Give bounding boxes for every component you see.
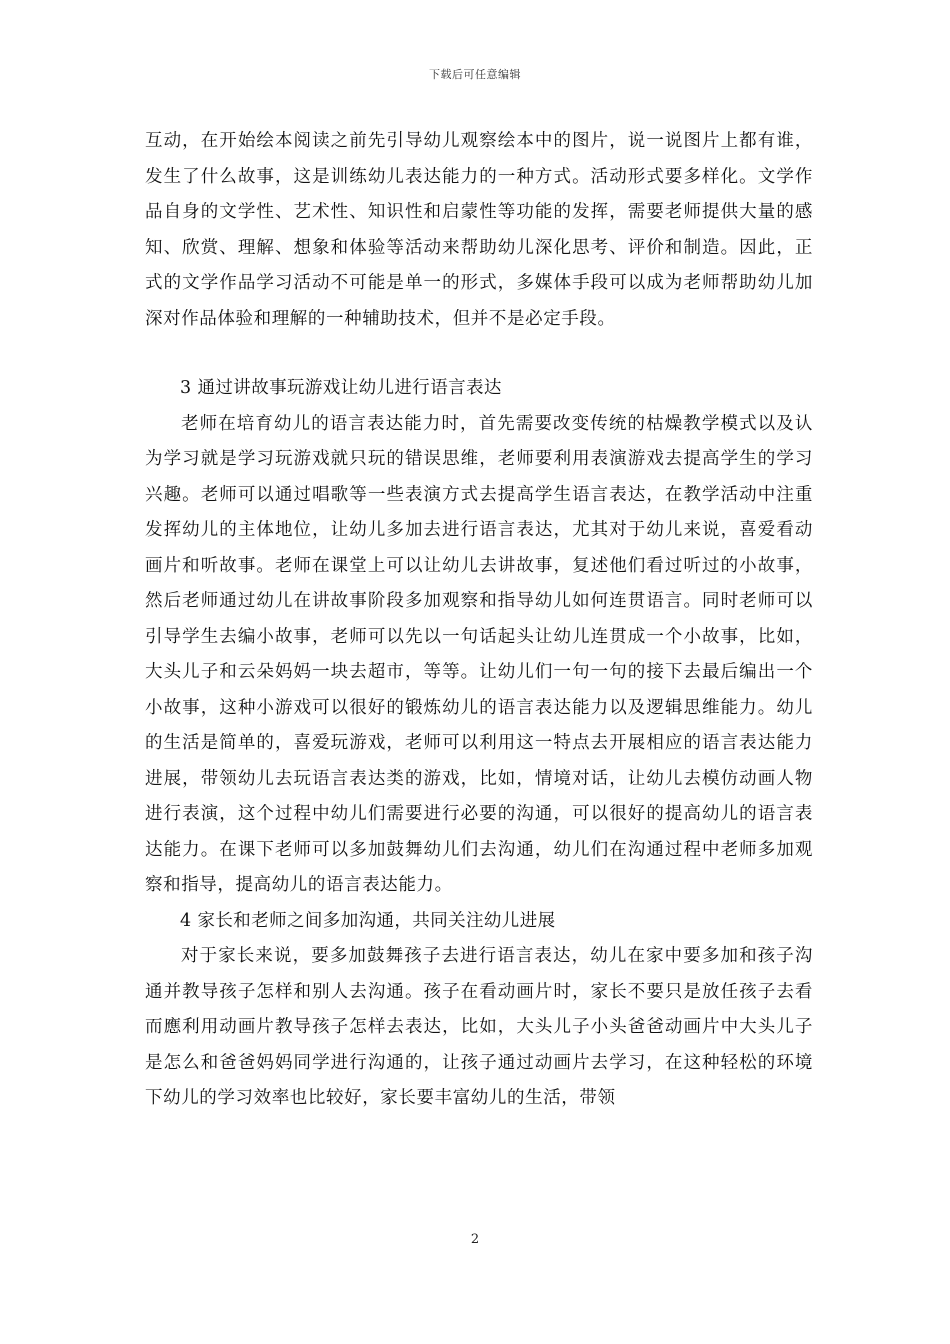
document-body	[145, 124, 813, 1117]
section-paragraph-4: 对于家长来说，要多加鼓舞孩子去进行语言表达，幼儿在家中要多加和孩子沟通并教导孩子怎样和别人去沟通。孩子在看动画片时，家长不要只是放任孩子去看而應利用动画片教导孩子怎样去表达，比如，大头儿子小头爸爸动画片中大头儿子是怎么和爸爸妈妈同学进行沟通的，让孩子通过动画片去学习，在这种轻松的环境下幼儿的学习效率也比较好，家长要丰富幼儿的生活，带领	[145, 946, 813, 1108]
paragraph-spacer	[145, 337, 813, 371]
section-heading-4: 4 家长和老师之间多加沟通，共同关注幼儿进展	[180, 910, 556, 931]
continued-paragraph: 互动，在开始绘本阅读之前先引导幼儿观察绘本中的图片，说一说图片上都有谁，发生了什么故事，这是训练幼儿表达能力的一种方式。活动形式要多样化。文学作品自身的文学性、艺术性、知识性和启蒙性等功能的发挥，需要老师提供大量的感知、欣赏、理解、想象和体验等活动来帮助幼儿深化思考、评价和制造。因此，正式的文学作品学习活动不可能是单一的形式，多媒体手段可以成为老师帮助幼儿加深对作品体验和理解的一种辅助技术，但并不是必定手段。	[145, 131, 813, 329]
section-heading-3: 3 通过讲故事玩游戏让幼儿进行语言表达	[180, 378, 502, 398]
page-number: 2	[470, 1232, 480, 1247]
section-paragraph-3: 老师在培育幼儿的语言表达能力时，首先需要改变传统的枯燥教学模式以及认为学习就是学习玩游戏就只玩的错误思维，老师要利用表演游戏去提高学生的学习兴趣。老师可以通过唱歌等一些表演方式去提高学生语言表达，在教学活动中注重发挥幼儿的主体地位，让幼儿多加去进行语言表达，尤其对于幼儿来说，喜爱看动画片和听故事。老师在课堂上可以让幼儿去讲故事，复述他们看过听过的小故事，然后老师通过幼儿在讲故事阶段多加观察和指导幼儿如何连贯语言。同时老师可以引导学生去编小故事，老师可以先以一句话起头让幼儿连贯成一个小故事，比如，大头儿子和云朵妈妈一块去超市，等等。让幼儿们一句一句的接下去最后编出一个小故事，这种小游戏可以很好的锻炼幼儿的语言表达能力以及逻辑思维能力。幼儿的生活是简单的，喜爱玩游戏，老师可以利用这一特点去开展相应的语言表达能力进展，带领幼儿去玩语言表达类的游戏，比如，情境对话，让幼儿去模仿动画人物进行表演，这个过程中幼儿们需要进行必要的沟通，可以很好的提高幼儿的语言表达能力。在课下老师可以多加鼓舞幼儿们去沟通，幼儿们在沟通过程中老师多加观察和指导，提高幼儿的语言表达能力。	[145, 413, 813, 895]
page-header: 下载后可任意编辑	[429, 68, 521, 81]
